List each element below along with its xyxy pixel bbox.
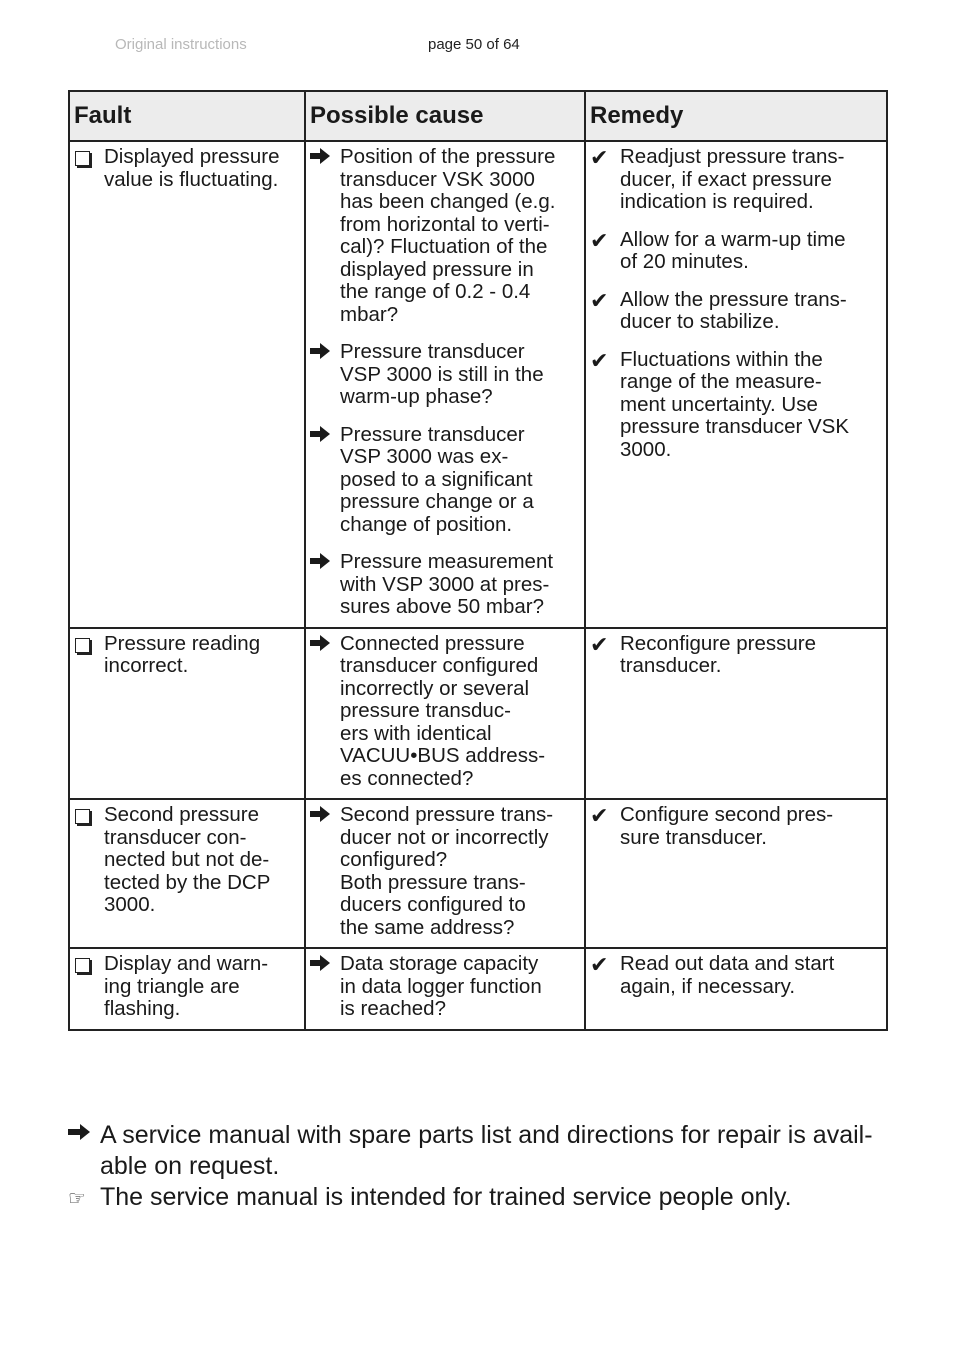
checkmark-icon: ✔ xyxy=(590,347,609,373)
fault-entry xyxy=(74,804,300,917)
fault-entry xyxy=(74,633,300,678)
service-manual-note-text: A service manual with spare parts list and directions for repair is avail- able on request. xyxy=(100,1121,873,1180)
fault-text: Displayed pressure value is fluctuating. xyxy=(104,145,280,191)
checkbox-icon xyxy=(74,146,104,166)
fault-cell xyxy=(69,628,305,800)
cause-text: Connected pressure transducer configured incorrectly or several pressure transduc- ers with identical VACUU•BUS address- es connected? xyxy=(340,631,546,790)
cause-entry xyxy=(310,424,580,537)
remedy-cell xyxy=(585,628,887,800)
column-header-remedy: Remedy xyxy=(585,91,887,141)
header-document-type: Original instructions xyxy=(115,36,247,53)
cause-text: Position of the pressure transducer VSK 3000 has been changed (e.g. from horizontal to verti- cal)? Fluctuation of the displayed pressure in the range of 0.2 - 0.4 mbar? xyxy=(340,145,556,326)
checkbox-icon xyxy=(74,633,104,653)
cause-text: Second pressure trans- ducer not or incorrectly configured? Both pressure trans- ducers configured to the same address? xyxy=(340,803,554,939)
cause-entry xyxy=(310,633,580,791)
table-row xyxy=(69,799,887,948)
checkbox-icon xyxy=(74,953,104,973)
checkbox-icon xyxy=(74,804,104,824)
fault-entry xyxy=(74,953,300,1021)
remedy-text: Reconfigure pressure transducer. xyxy=(620,631,816,677)
checkmark-icon: ✔ xyxy=(590,145,609,170)
fault-text: Pressure reading incorrect. xyxy=(104,631,261,677)
troubleshooting-table xyxy=(68,90,888,1031)
remedy-entry xyxy=(590,229,882,274)
arrow-right-icon xyxy=(310,804,340,822)
cause-cell xyxy=(305,948,585,1030)
checkmark-icon: ✔ xyxy=(590,803,609,828)
cause-entry xyxy=(310,804,580,939)
footer-notes xyxy=(68,1120,898,1213)
cause-text: Pressure measurement with VSP 3000 at pres- sures above 50 mbar? xyxy=(340,550,554,618)
checkmark-icon: ✔ xyxy=(590,952,609,977)
trained-personnel-note-text: The service manual is intended for trained service people only. xyxy=(100,1183,792,1211)
fault-cell xyxy=(69,141,305,628)
arrow-right-icon xyxy=(310,146,340,164)
remedy-text: Read out data and start again, if necessary. xyxy=(620,952,835,998)
remedy-text: Configure second pres- sure transducer. xyxy=(620,803,834,849)
cause-text: Data storage capacity in data logger function is reached? xyxy=(340,952,542,1020)
cause-cell xyxy=(305,141,585,628)
remedy-text: Fluctuations within the range of the measure- ment uncertainty. Use pressure transducer VSK 3000. xyxy=(620,347,850,461)
table-row xyxy=(69,141,887,628)
arrow-right-icon xyxy=(68,1120,100,1140)
remedy-entry xyxy=(590,633,882,678)
remedy-entry xyxy=(590,146,882,214)
remedy-entry xyxy=(590,804,882,849)
remedy-cell xyxy=(585,799,887,948)
remedy-text: Readjust pressure trans- ducer, if exact pressure indication is required. xyxy=(620,145,845,213)
remedy-entry xyxy=(590,349,882,462)
remedy-cell xyxy=(585,141,887,628)
remedy-entry xyxy=(590,289,882,334)
arrow-right-icon xyxy=(310,551,340,569)
fault-entry xyxy=(74,146,300,191)
cause-cell xyxy=(305,628,585,800)
remedy-text: Allow for a warm-up time of 20 minutes. xyxy=(620,227,846,273)
table-row xyxy=(69,628,887,800)
remedy-text: Allow the pressure trans- ducer to stabilize. xyxy=(620,287,847,333)
remedy-entry xyxy=(590,953,882,998)
column-header-fault: Fault xyxy=(69,91,305,141)
arrow-right-icon xyxy=(310,633,340,651)
fault-text: Display and warn- ing triangle are flashing. xyxy=(104,952,269,1020)
page-number: page 50 of 64 xyxy=(428,36,520,53)
checkmark-icon: ✔ xyxy=(590,631,609,657)
pointing-hand-icon: ☞ xyxy=(68,1188,86,1210)
arrow-right-icon xyxy=(310,341,340,359)
trained-personnel-note xyxy=(68,1182,898,1213)
checkmark-icon: ✔ xyxy=(590,227,609,253)
arrow-right-icon xyxy=(310,424,340,442)
cause-entry xyxy=(310,551,580,619)
arrow-right-icon xyxy=(310,953,340,971)
checkmark-icon: ✔ xyxy=(590,287,609,313)
column-header-cause: Possible cause xyxy=(305,91,585,141)
service-manual-note xyxy=(68,1120,898,1182)
cause-text: Pressure transducer VSP 3000 was ex- posed to a significant pressure change or a change of position. xyxy=(340,422,534,536)
cause-entry xyxy=(310,341,580,409)
fault-cell xyxy=(69,799,305,948)
cause-entry xyxy=(310,146,580,326)
fault-text: Second pressure transducer con- nected but not de- tected by the DCP 3000. xyxy=(104,803,271,916)
fault-cell xyxy=(69,948,305,1030)
cause-text: Pressure transducer VSP 3000 is still in the warm-up phase? xyxy=(340,340,544,408)
cause-cell xyxy=(305,799,585,948)
remedy-cell xyxy=(585,948,887,1030)
table-header-row xyxy=(69,91,887,141)
table-row xyxy=(69,948,887,1030)
cause-entry xyxy=(310,953,580,1021)
